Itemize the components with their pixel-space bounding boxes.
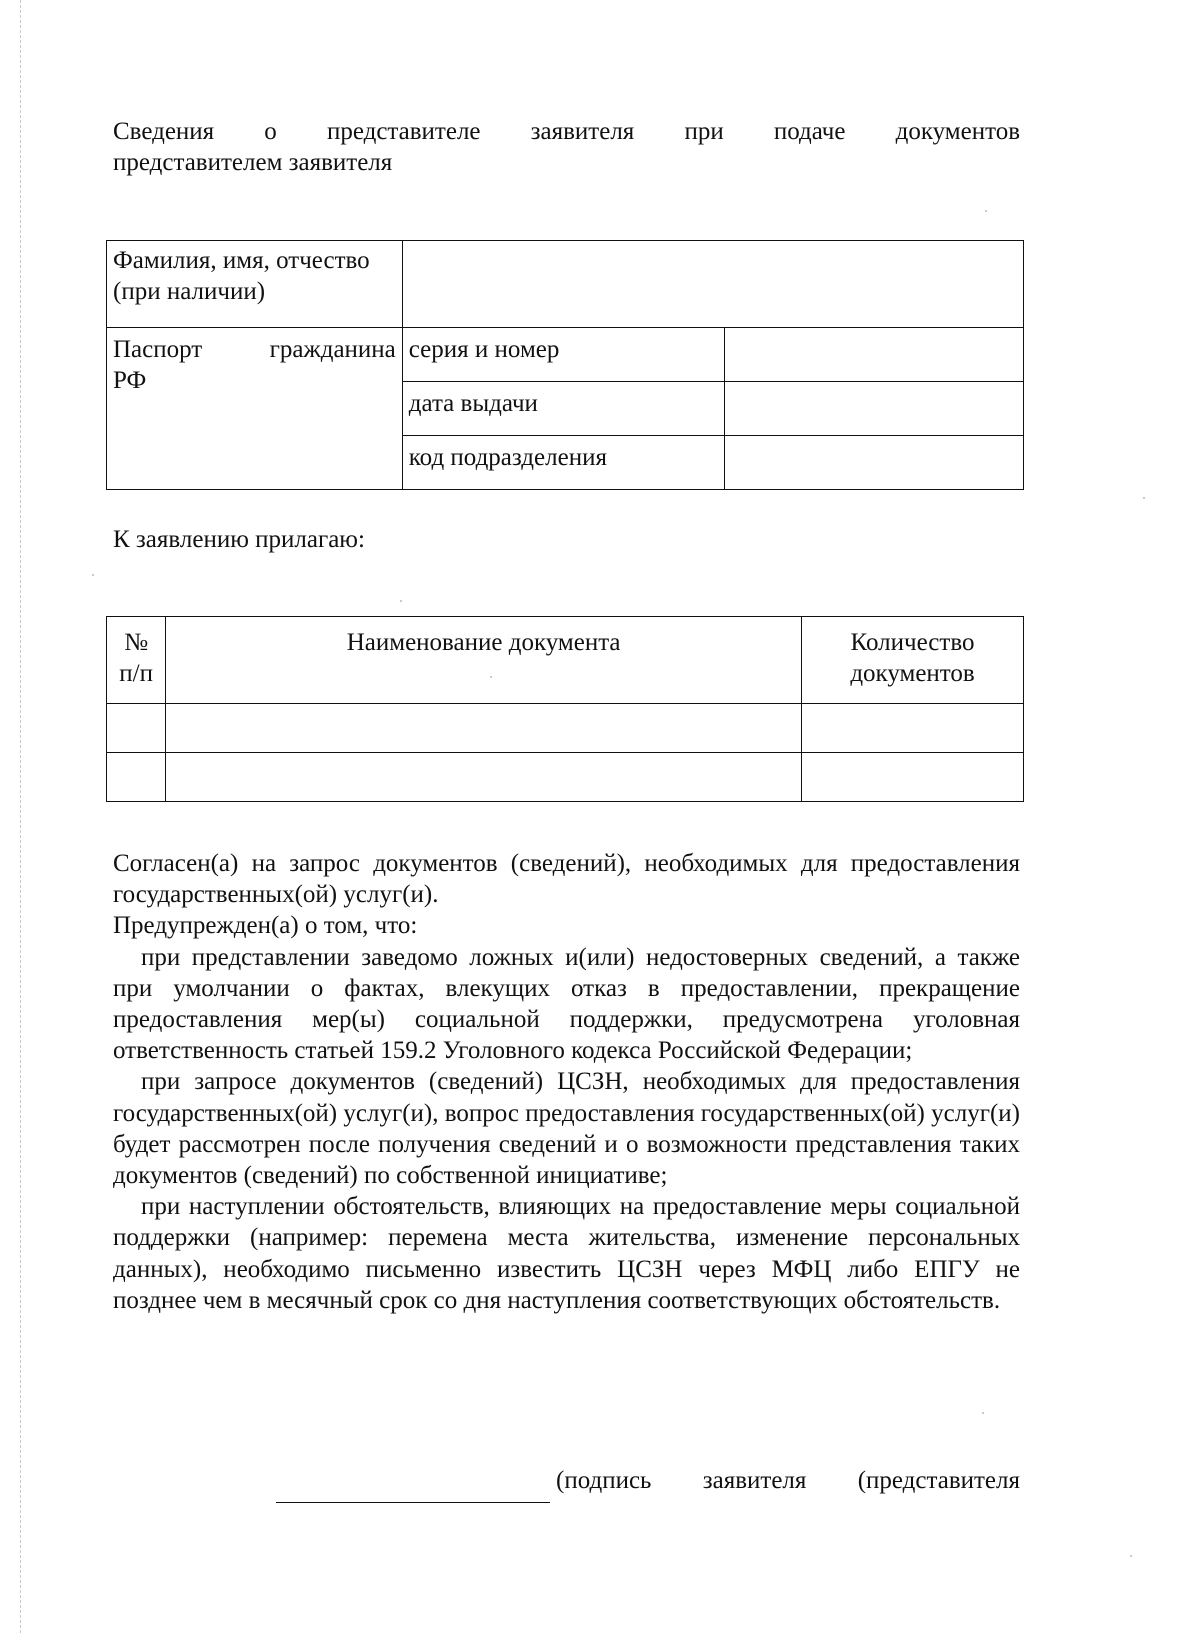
signature-caption: (подпись заявителя (представителя	[556, 1467, 1020, 1494]
scan-speck	[982, 1412, 984, 1414]
attachment-name-cell[interactable]	[166, 753, 802, 802]
warning-false-info: при представлении заведомо ложных и(или) недостоверных сведений, а также при умолчании о фактах, влекущих отказ в предоставлении, прекращение предоставления мер(ы) социальной поддержки, предусмотрена уголовная ответственность статьей 159.2 Уголовного кодекса Российской Федерации;	[113, 943, 1020, 1065]
attachments-header-row	[107, 617, 1024, 704]
passport-row-series	[107, 328, 1024, 382]
column-header-name: Наименование документа	[166, 617, 802, 704]
passport-label	[107, 328, 403, 490]
attachment-quantity-cell[interactable]	[802, 704, 1024, 753]
fio-label: Фамилия, имя, отчество (при наличии)	[107, 241, 403, 328]
passport-label-part2: РФ	[113, 367, 147, 394]
warning-intro: Предупрежден(а) о том, что:	[113, 912, 418, 940]
attachment-number-cell[interactable]	[107, 753, 166, 802]
passport-date-value[interactable]	[724, 382, 1023, 436]
passport-series-value[interactable]	[724, 328, 1023, 382]
fio-row	[107, 241, 1024, 328]
fio-value-cell[interactable]	[402, 241, 1023, 328]
passport-date-label: дата выдачи	[402, 382, 724, 436]
scan-speck	[1130, 1555, 1132, 1557]
representative-heading-line2: представителем заявителя	[113, 149, 393, 176]
attachment-quantity-cell[interactable]	[802, 753, 1024, 802]
passport-code-value[interactable]	[724, 436, 1023, 490]
signature-line[interactable]	[276, 1502, 550, 1503]
scan-speck	[400, 600, 402, 602]
column-header-quantity: Количество документов	[802, 617, 1024, 704]
scan-speck	[1143, 497, 1145, 499]
representative-heading	[113, 116, 1020, 178]
table-row	[107, 704, 1024, 753]
attachments-label: К заявлению прилагаю:	[113, 526, 365, 553]
warning-document-request: при запросе документов (сведений) ЦСЗН, необходимых для предоставления государственных(ой) услуг(и), вопрос предоставления государственных(ой) услуг(и) будет рассмотрен после получения сведений и о возможности представления таких документов (сведений) по собственной инициативе;	[113, 1068, 1020, 1190]
consent-block	[113, 848, 1020, 1316]
scan-speck	[985, 210, 987, 212]
table-row	[107, 753, 1024, 802]
warning-circumstances: при наступлении обстоятельств, влияющих на предоставление меры социальной поддержки (например: перемена места жительства, изменение персональных данных), необходимо письменно известить ЦСЗН через МФЦ либо ЕПГУ не позднее чем в месячный срок со дня наступления соответствующих обстоятельств.	[113, 1193, 1020, 1314]
scan-speck	[92, 574, 94, 576]
attachment-number-cell[interactable]	[107, 704, 166, 753]
attachment-name-cell[interactable]	[166, 704, 802, 753]
attachments-table	[106, 616, 1024, 802]
passport-code-label: код подразделения	[402, 436, 724, 490]
column-header-number: № п/п	[107, 617, 166, 704]
representative-table	[106, 240, 1024, 490]
scan-speck	[490, 676, 492, 678]
consent-paragraph: Согласен(а) на запрос документов (сведений), необходимых для предоставления государственных(ой) услуг(и).	[113, 850, 1020, 909]
representative-heading-line1: Сведения о представителе заявителя при подаче документов	[113, 118, 1020, 145]
passport-label-part1: Паспорт гражданина	[113, 336, 396, 363]
passport-series-label: серия и номер	[402, 328, 724, 382]
scan-edge	[20, 0, 21, 1633]
